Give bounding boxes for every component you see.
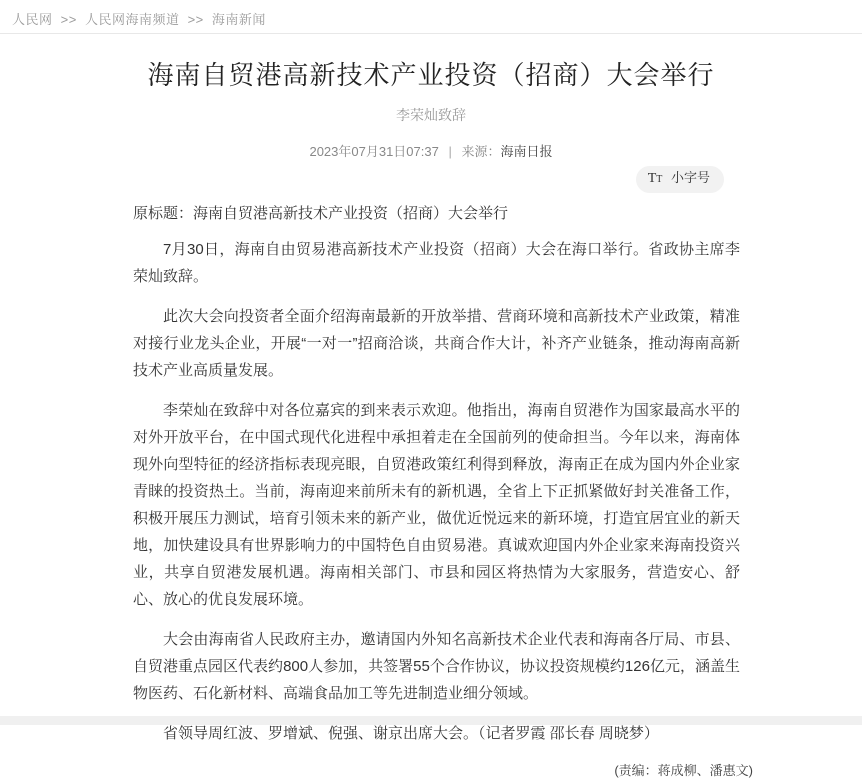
footer-strip [0,716,862,725]
publish-date: 2023年07月31日07:37 [309,144,439,159]
font-size-icon: T [656,174,663,185]
article-header [0,34,862,160]
article-paragraph: 此次大会向投资者全面介绍海南最新的开放举措、营商环境和高新技术产业政策，精准对接行业龙头企业，开展“一对一”招商洽谈，共商合作大计，补齐产业链条，推动海南高新技术产业高质量发展。 [133,308,740,379]
meta-divider: | [448,144,452,159]
article-paragraph: 李荣灿在致辞中对各位嘉宾的到来表示欢迎。他指出，海南自贸港作为国家最高水平的对外开放平台，在中国式现代化进程中承担着走在全国前列的使命担当。今年以来，海南体现外向型特征的经济指标表现亮眼，自贸港政策红利得到释放，海南正在成为国内外企业家青睐的投资热土。当前，海南迎来前所未有的新机遇，全省上下正抓紧做好封关准备工作，积极开展压力测试，培育引领未来的新产业，做优近悦远来的新环境，打造宜居宜业的新天地，加快建设具有世界影响力的中国特色自由贸易港。真诚欢迎国内外企业家来海南投资兴业，共享自贸港发展机遇。海南相关部门、市县和园区将热情为大家服务，营造安心、舒心、放心的优良发展环境。 [133,402,740,608]
font-size-icon: T [647,171,657,186]
breadcrumb-link-people[interactable]: 人民网 [12,12,53,27]
original-title-text: 海南自贸港高新技术产业投资（招商）大会举行 [193,205,509,222]
page-title: 海南自贸港高新技术产业投资（招商）大会举行 [147,60,715,90]
article-paragraph: 大会由海南省人民政府主办，邀请国内外知名高新技术企业代表和海南各厅局、市县、自贸港重点园区代表约800人参加，共签署55个合作协议，协议投资规模约126亿元，涵盖生物医药、石化新材料、高端食品加工等先进制造业细分领域。 [133,631,740,702]
breadcrumb [0,0,862,34]
source-link[interactable]: 海南日报 [500,144,553,159]
article-subtitle: 李荣灿致辞 [396,107,466,123]
breadcrumb-separator: >> [187,12,204,27]
article-paragraph: 省领导周红波、罗增斌、倪强、谢京出席大会。（记者罗霞 邵长春 周晓梦） [163,725,659,742]
article-meta [0,141,862,160]
original-title-line [133,200,740,227]
article-paragraph: 7月30日，海南自由贸易港高新技术产业投资（招商）大会在海口举行。省政协主席李荣灿致辞。 [133,241,740,285]
article-toolbar [133,166,740,194]
original-title-label: 原标题： [133,205,194,222]
breadcrumb-link-hainan-channel[interactable]: 人民网海南频道 [84,12,180,27]
font-size-button[interactable] [636,166,724,193]
article-body [133,200,740,747]
font-size-label: 小字号 [670,170,710,185]
editor-note: (责编：蒋成柳、潘惠文) [614,763,753,778]
breadcrumb-separator: >> [60,12,77,27]
breadcrumb-link-hainan-news[interactable]: 海南新闻 [211,12,266,27]
source-label: 来源： [461,144,501,159]
